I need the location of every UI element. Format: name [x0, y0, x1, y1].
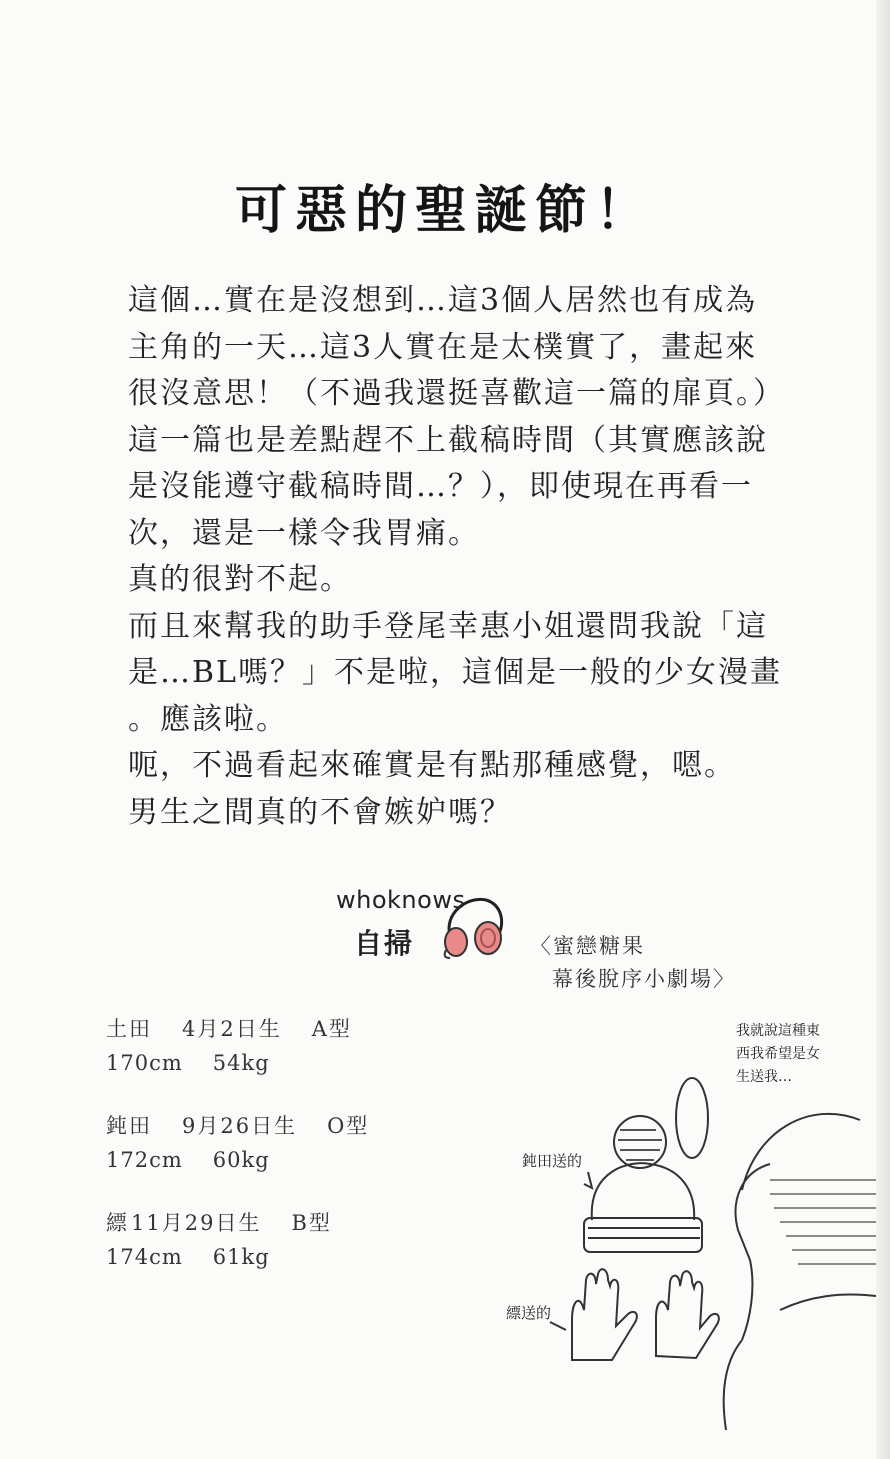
boy-head	[724, 1114, 876, 1430]
headphones-icon	[436, 892, 508, 962]
note-line: 真的很對不起。	[128, 562, 352, 597]
profile-weight: 54kg	[212, 1051, 270, 1075]
profile-birthday: 11月29日生	[131, 1211, 262, 1235]
scan-credit-logo	[336, 886, 536, 966]
speech-line: 西我希望是女	[736, 1046, 820, 1062]
theater-line: 〈蜜戀糖果	[530, 934, 645, 958]
note-line: 次，還是一樣令我胃痛。	[128, 515, 480, 551]
profile-blood-type: A型	[311, 1017, 352, 1041]
note-line: 。應該啦。	[128, 701, 288, 737]
note-line: 而且來幫我的助手登尾幸惠小姐還問我說「這	[128, 608, 768, 644]
profile-blood-type: O型	[327, 1114, 370, 1138]
note-line: 呃，不過看起來確實是有點那種感覺，嗯。	[128, 748, 736, 783]
profile-hanada	[106, 1207, 362, 1277]
glove-right	[656, 1271, 719, 1358]
profile-weight: 61kg	[212, 1245, 270, 1269]
comic-illustration	[480, 1060, 876, 1440]
profile-name: 土田	[106, 1017, 152, 1041]
hat-brim	[584, 1218, 702, 1252]
scan-credit-chinese: 自掃	[354, 927, 415, 960]
thought-bubble	[676, 1078, 708, 1158]
profile-tsuchida	[106, 1013, 382, 1083]
profile-height: 174cm	[106, 1245, 183, 1269]
theater-caption	[530, 930, 736, 996]
glove-left	[572, 1269, 637, 1360]
speech-line: 我就說這種東	[736, 1023, 820, 1039]
author-note	[128, 278, 818, 836]
profile-height: 170cm	[106, 1051, 183, 1075]
knit-hat	[592, 1163, 694, 1220]
note-line: 是沒能遵守截稿時間…？），即使現在再看一	[128, 469, 753, 504]
scan-credit-word: whoknows	[336, 886, 466, 914]
profile-birthday: 4月2日生	[182, 1017, 282, 1041]
note-line: 主角的一天…這3人實在是太樸實了，畫起來	[128, 329, 758, 365]
note-line: 是…BL嗎？」不是啦，這個是一般的少女漫畫	[128, 655, 782, 690]
speech-line: 生送我…	[736, 1069, 792, 1085]
note-line: 這個…實在是沒想到…這3個人居然也有成為	[128, 283, 758, 318]
profile-name: 縹	[106, 1211, 129, 1235]
note-line: 這一篇也是差點趕不上截稿時間（其實應該說	[128, 422, 768, 458]
note-line: 很沒意思！（不過我還挺喜歡這一篇的扉頁。）	[128, 376, 785, 411]
hat-label: 鈍田送的	[522, 1152, 583, 1170]
profile-birthday: 9月26日生	[182, 1114, 298, 1138]
page-title: 可惡的聖誕節！	[234, 181, 655, 241]
profile-nibuta	[106, 1110, 399, 1180]
profile-height: 172cm	[106, 1148, 183, 1172]
note-line: 男生之間真的不會嫉妒嗎？	[128, 794, 512, 830]
profile-blood-type: B型	[291, 1211, 332, 1235]
gloves-label: 縹送的	[506, 1304, 552, 1322]
profile-weight: 60kg	[212, 1148, 270, 1172]
theater-line: 幕後脫序小劇場〉	[552, 967, 736, 991]
profile-name: 鈍田	[106, 1114, 152, 1138]
